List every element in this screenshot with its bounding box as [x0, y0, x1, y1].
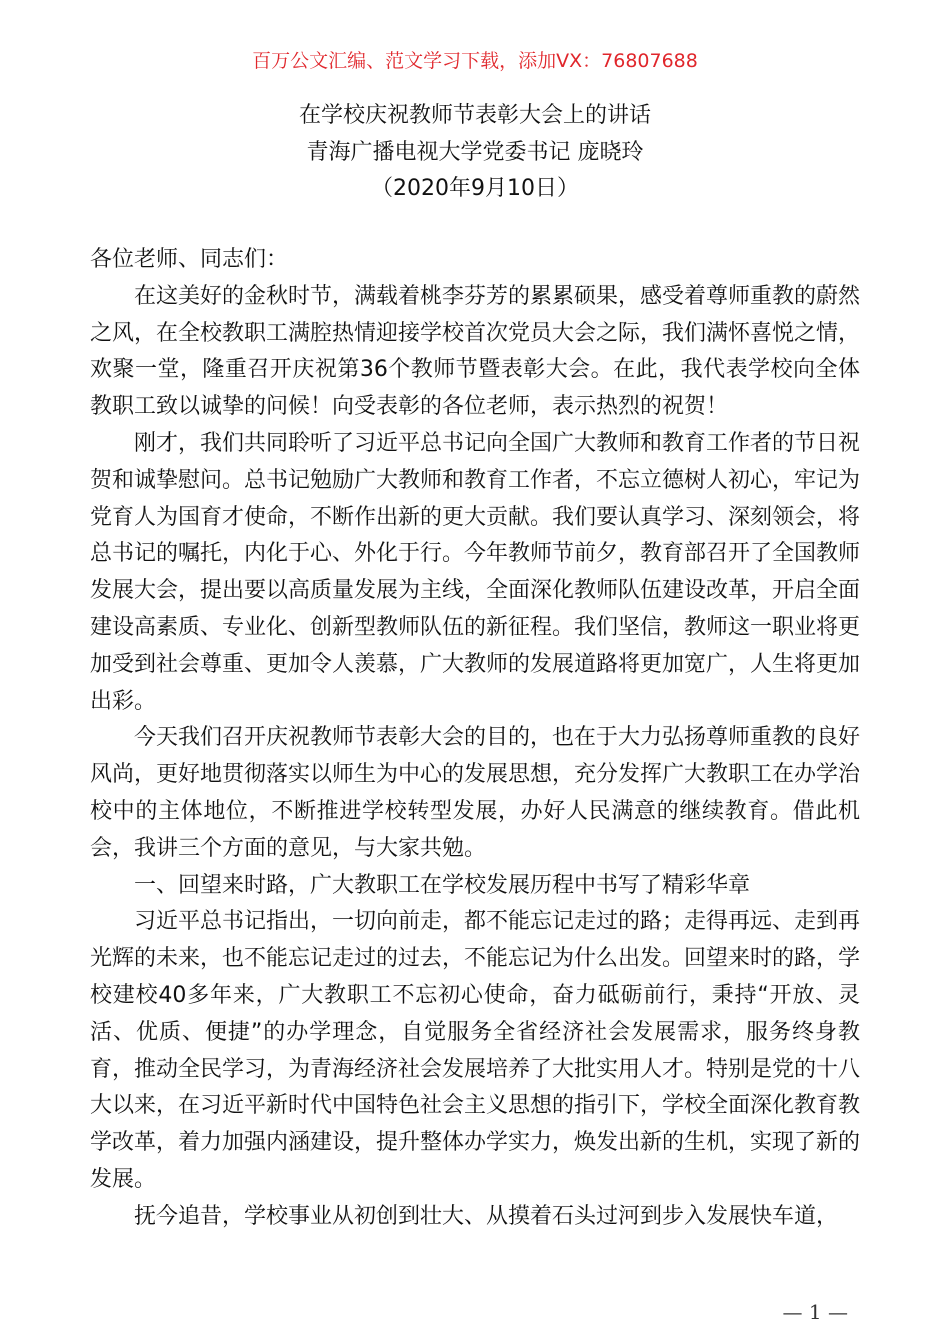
page-number: — 1 —	[782, 1300, 848, 1324]
paragraph: 今天我们召开庆祝教师节表彰大会的目的，也在于大力弘扬尊师重教的良好风尚，更好地贯彻落实以师生为中心的发展思想，充分发挥广大教职工在办学治校中的主体地位，不断推进学校转型发展，办好人民满意的继续教育。借此机会，我讲三个方面的意见，与大家共勉。	[90, 725, 861, 861]
watermark-banner: 百万公文汇编、范文学习下载，添加VX：76807688	[252, 50, 698, 72]
document-author: 青海广播电视大学党委书记 庞晓玲	[306, 140, 644, 165]
page-footer	[0, 1300, 950, 1324]
document-body	[90, 242, 860, 1236]
paragraph: 抚今追昔，学校事业从初创到壮大、从摸着石头过河到步入发展快车道，	[134, 1203, 839, 1229]
paragraph: 在这美好的金秋时节，满载着桃李芬芳的累累硕果，感受着尊师重教的蔚然之风，在全校教职工满腔热情迎接学校首次党员大会之际，我们满怀喜悦之情，欢聚一堂，隆重召开庆祝第36个教师节暨表彰大会。在此，我代表学校向全体教职工致以诚挚的问候！向受表彰的各位老师，表示热烈的祝贺！	[90, 283, 861, 420]
document-title: 在学校庆祝教师节表彰大会上的讲话	[298, 103, 651, 128]
salutation: 各位老师、同志们：	[90, 247, 289, 272]
paragraph: 习近平总书记指出，一切向前走，都不能忘记走过的路；走得再远、走到再光辉的未来，也不能忘记走过的过去，不能忘记为什么出发。回望来时的路，学校建校40多年来，广大教职工不忘初心使命，奋力砥砺前行，秉持“开放、灵活、优质、便捷”的办学理念，自觉服务全省经济社会发展需求，服务终身教育，推动全民学习，为青海经济社会发展培养了大批实用人才。特别是党的十八大以来，在习近平新时代中国特色社会主义思想的指引下，学校全面深化教育教学改革，着力加强内涵建设，提升整体办学实力，焕发出新的生机，实现了新的发展。	[90, 909, 861, 1192]
section-heading: 一、回望来时路，广大教职工在学校发展历程中书写了精彩华章	[134, 872, 751, 898]
document-date: （2020年9月10日）	[371, 176, 579, 201]
paragraph: 刚才，我们共同聆听了习近平总书记向全国广大教师和教育工作者的节日祝贺和诚挚慰问。总书记勉励广大教师和教育工作者，不忘立德树人初心，牢记为党育人为国育才使命，不断作出新的更大贡献。我们要认真学习、深刻领会，将总书记的嘱托，内化于心、外化于行。今年教师节前夕，教育部召开了全国教师发展大会，提出要以高质量发展为主线，全面深化教师队伍建设改革，开启全面建设高素质、专业化、创新型教师队伍的新征程。我们坚信，教师这一职业将更加受到社会尊重、更加令人羡慕，广大教师的发展道路将更加宽广，人生将更加出彩。	[90, 430, 861, 714]
